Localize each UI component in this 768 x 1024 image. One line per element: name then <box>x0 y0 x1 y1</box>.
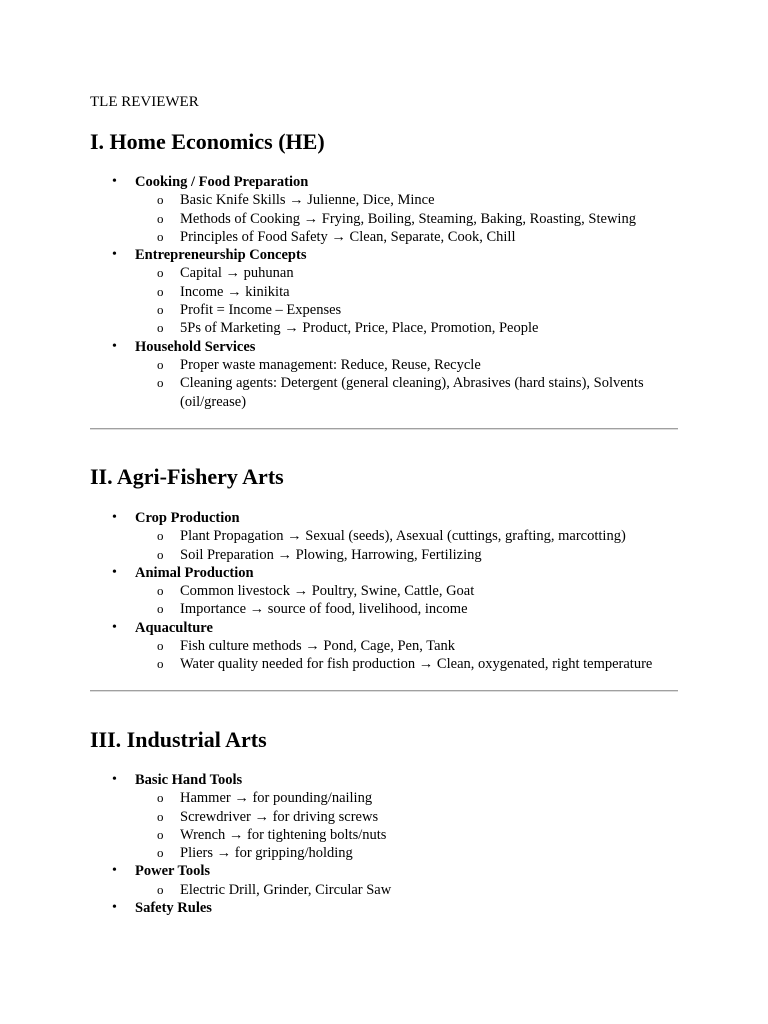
bullet-icon: • <box>112 174 117 189</box>
subtopic-text: Screwdriver → for driving screws <box>180 808 379 825</box>
topic-item <box>90 619 680 674</box>
subtopic-item <box>135 582 680 600</box>
subtopic-item <box>135 527 680 545</box>
sub-bullet-icon: o <box>157 845 164 861</box>
subtopic-list <box>135 789 680 862</box>
subtopic-text: Pliers → for gripping/holding <box>180 845 353 862</box>
topic-item <box>90 246 680 337</box>
subtopic-item <box>135 356 680 374</box>
subtopic-text: Electric Drill, Grinder, Circular Saw <box>180 881 392 898</box>
subtopic-item <box>135 191 680 209</box>
topic-item <box>90 862 680 899</box>
subtopic-item <box>135 789 680 807</box>
sub-bullet-icon: o <box>157 826 164 842</box>
subtopic-item <box>135 600 680 618</box>
topic-item <box>90 899 680 917</box>
section-industrial-arts <box>90 726 680 917</box>
topic-label: Animal Production <box>135 564 254 581</box>
subtopic-text: Methods of Cooking → Frying, Boiling, Steaming, Baking, Roasting, Stewing <box>180 210 636 227</box>
subtopic-item <box>135 374 680 411</box>
bullet-icon: • <box>112 900 117 916</box>
subtopic-list <box>135 582 680 619</box>
subtopic-text: Wrench → for tightening bolts/nuts <box>180 826 387 843</box>
topic-label: Entrepreneurship Concepts <box>135 247 307 264</box>
sub-bullet-icon: o <box>157 638 164 654</box>
sub-bullet-icon: o <box>157 228 164 244</box>
sub-bullet-icon: o <box>157 656 164 672</box>
subtopic-text: Water quality needed for fish production → Clean, oxygenated, right temperature <box>180 656 653 673</box>
subtopic-item <box>135 210 680 228</box>
subtopic-item <box>135 264 680 282</box>
topic-item <box>90 173 680 246</box>
sub-bullet-icon: o <box>157 790 164 806</box>
subtopic-item <box>135 844 680 862</box>
bullet-icon: • <box>112 564 117 580</box>
subtopic-text: Principles of Food Safety → Clean, Separate, Cook, Chill <box>180 228 516 245</box>
sub-bullet-icon: o <box>157 302 164 318</box>
topic-item <box>90 338 680 411</box>
sub-bullet-icon: o <box>157 881 164 897</box>
bullet-icon: • <box>112 338 117 354</box>
sub-bullet-icon: o <box>157 320 164 336</box>
sub-bullet-icon: o <box>157 546 164 562</box>
subtopic-text: Cleaning agents: Detergent (general cleaning), Abrasives (hard stains), Solvents (oil/grease) <box>180 375 644 410</box>
sub-bullet-icon: o <box>157 192 164 208</box>
subtopic-item <box>135 655 680 673</box>
bullet-icon: • <box>112 863 117 879</box>
subtopic-item <box>135 637 680 655</box>
section-heading: I. Home Economics (HE) <box>90 129 325 154</box>
topic-list <box>90 173 680 411</box>
subtopic-list <box>135 356 680 411</box>
sub-bullet-icon: o <box>157 283 164 299</box>
subtopic-item <box>135 808 680 826</box>
section-heading: III. Industrial Arts <box>90 727 267 752</box>
bullet-icon: • <box>112 619 117 635</box>
topic-label: Basic Hand Tools <box>135 772 243 788</box>
subtopic-item <box>135 319 680 337</box>
bullet-icon: • <box>112 772 117 787</box>
sub-bullet-icon: o <box>157 601 164 617</box>
subtopic-text: Hammer → for pounding/nailing <box>180 790 373 807</box>
topic-label: Power Tools <box>135 863 211 880</box>
subtopic-item <box>135 881 680 899</box>
subtopic-item <box>135 546 680 564</box>
sub-bullet-icon: o <box>157 528 164 544</box>
bullet-icon: • <box>112 510 117 525</box>
subtopic-text: Importance → source of food, livelihood, income <box>180 601 468 618</box>
topic-label: Crop Production <box>135 510 240 526</box>
subtopic-item <box>135 283 680 301</box>
subtopic-text: 5Ps of Marketing → Product, Price, Place, Promotion, People <box>180 320 539 337</box>
subtopic-text: Capital → puhunan <box>180 265 294 282</box>
topic-list <box>90 771 680 917</box>
section-divider <box>90 690 678 692</box>
subtopic-item <box>135 228 680 246</box>
topic-label: Cooking / Food Preparation <box>135 174 309 190</box>
sub-bullet-icon: o <box>157 583 164 599</box>
document-title: TLE REVIEWER <box>90 94 199 110</box>
topic-list <box>90 509 680 674</box>
subtopic-text: Fish culture methods → Pond, Cage, Pen, Tank <box>180 638 456 655</box>
sub-bullet-icon: o <box>157 375 164 391</box>
subtopic-text: Income → kinikita <box>180 283 290 300</box>
subtopic-text: Profit = Income – Expenses <box>180 302 342 319</box>
subtopic-item <box>135 301 680 319</box>
subtopic-text: Soil Preparation → Plowing, Harrowing, Fertilizing <box>180 546 482 563</box>
section-home-economics <box>90 128 680 411</box>
topic-label: Safety Rules <box>135 900 212 917</box>
section-divider <box>90 428 678 430</box>
topic-item <box>90 509 680 564</box>
sub-bullet-icon: o <box>157 356 164 372</box>
subtopic-text: Common livestock → Poultry, Swine, Cattle, Goat <box>180 583 475 600</box>
subtopic-list <box>135 527 680 564</box>
subtopic-list <box>135 264 680 337</box>
topic-item <box>90 564 680 619</box>
section-heading: II. Agri-Fishery Arts <box>90 464 284 489</box>
subtopic-text: Proper waste management: Reduce, Reuse, Recycle <box>180 356 481 373</box>
subtopic-list <box>135 637 680 674</box>
bullet-icon: • <box>112 247 117 263</box>
subtopic-text: Plant Propagation → Sexual (seeds), Asexual (cuttings, grafting, marcotting) <box>180 528 626 545</box>
subtopic-list <box>135 881 680 899</box>
sub-bullet-icon: o <box>157 210 164 226</box>
sub-bullet-icon: o <box>157 265 164 281</box>
subtopic-text: Basic Knife Skills → Julienne, Dice, Mince <box>180 192 435 209</box>
section-agri-fishery-arts <box>90 463 680 674</box>
topic-label: Household Services <box>135 338 256 355</box>
subtopic-item <box>135 826 680 844</box>
topic-item <box>90 771 680 862</box>
sub-bullet-icon: o <box>157 808 164 824</box>
topic-label: Aquaculture <box>135 619 213 636</box>
subtopic-list <box>135 191 680 246</box>
